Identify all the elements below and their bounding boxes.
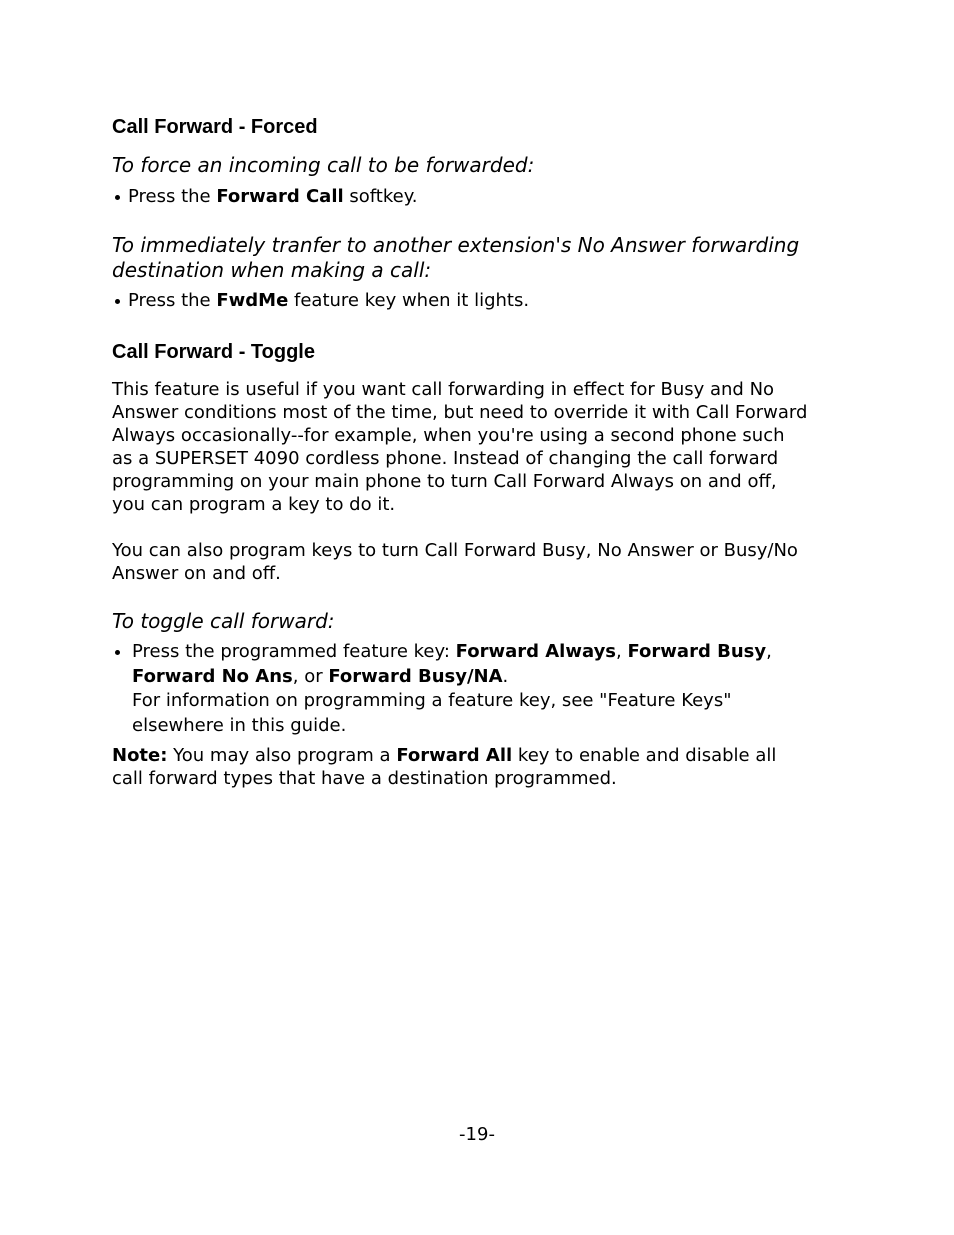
bullet-icon [115,650,120,655]
intro-line: To immediately tranfer to another extension's No Answer forwarding [112,233,800,257]
paragraph-feature-description [112,378,852,516]
intro-line: destination when making a call: [112,258,432,282]
paragraph-line: you can program a key to do it. [112,494,396,515]
feature-key-name: Forward Always [455,641,617,662]
note-text: key to enable and disable all [512,745,777,766]
separator: , or [292,665,329,687]
bullet-text: feature key when it lights. [288,290,530,311]
bullet-text: Press the [128,186,217,207]
feature-key-name: FwdMe [216,290,289,311]
note-line: call forward types that have a destination programmed. [112,768,617,789]
instruction-intro-force: To force an incoming call to be forwarded: [112,153,535,177]
bullet-text: softkey. [343,186,418,207]
note-paragraph [112,744,852,790]
bullet-line [132,640,772,665]
bullet-text: Press the [128,290,217,311]
list-item [132,640,772,738]
separator: . [502,665,509,687]
separator: , [766,641,772,662]
note-text: You may also program a [167,745,397,766]
paragraph-line: You can also program keys to turn Call Forward Busy, No Answer or Busy/No [112,540,798,561]
feature-key-name: Forward All [396,745,513,766]
paragraph-program-keys [112,539,852,585]
softkey-name: Forward Call [216,186,344,207]
list-item [128,185,418,209]
bullet-line [132,665,772,690]
paragraph-line: as a SUPERSET 4090 cordless phone. Instead of changing the call forward [112,448,779,469]
bullet-icon [115,299,120,304]
note-line [112,744,852,767]
feature-key-name: Forward No Ans [132,665,293,687]
paragraph-line: programming on your main phone to turn Call Forward Always on and off, [112,471,777,492]
info-line: For information on programming a feature key, see "Feature Keys" [132,690,732,711]
section-heading-forced: Call Forward - Forced [112,116,318,138]
paragraph-line: Answer on and off. [112,563,281,584]
feature-key-name: Forward Busy [627,641,767,662]
instruction-intro-transfer [112,233,799,283]
paragraph-line: Answer conditions most of the time, but need to override it with Call Forward [112,402,808,423]
bullet-icon [115,195,120,200]
bullet-text: Press the programmed feature key: [132,641,456,662]
paragraph-line: Always occasionally--for example, when you're using a second phone such [112,425,785,446]
separator: , [616,641,628,662]
instruction-intro-toggle: To toggle call forward: [112,609,335,633]
note-label: Note: [112,745,168,766]
feature-key-name: Forward Busy/NA [328,665,503,687]
page-number: -19- [459,1124,495,1145]
paragraph-line: This feature is useful if you want call forwarding in effect for Busy and No [112,379,775,400]
info-line: elsewhere in this guide. [132,714,347,736]
list-item [128,289,529,313]
section-heading-toggle: Call Forward - Toggle [112,341,315,363]
